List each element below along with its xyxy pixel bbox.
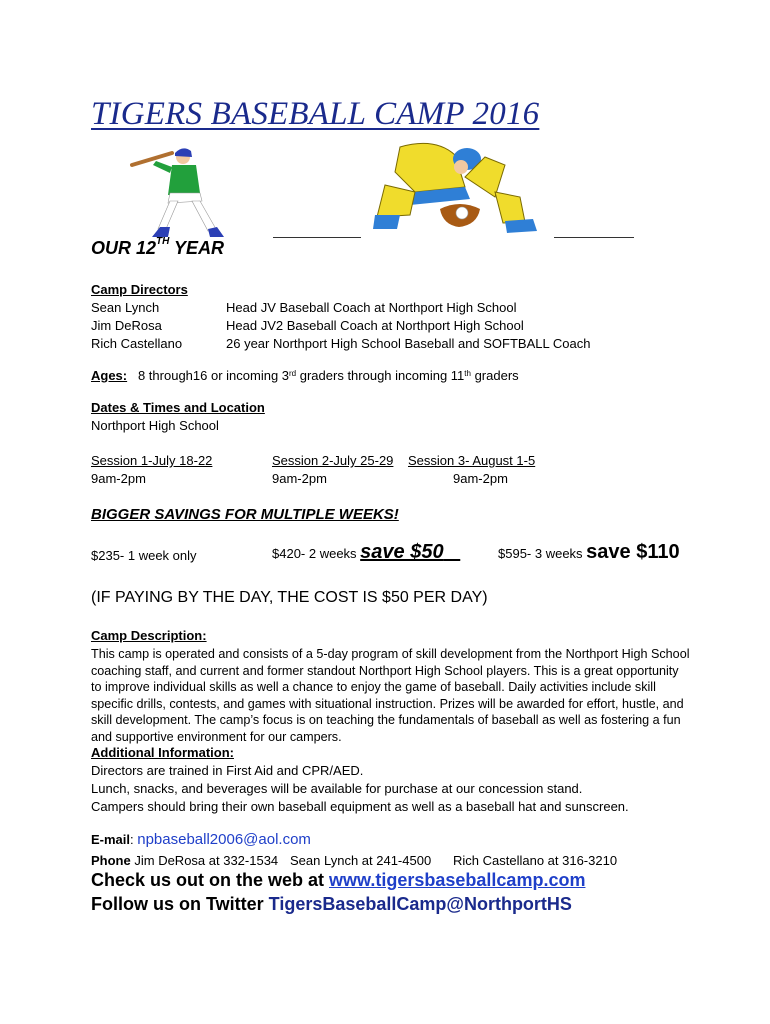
save-fifty-badge: save $50	[360, 541, 444, 563]
phone-line	[91, 852, 278, 870]
session-name: Session 2-July 25-29	[272, 453, 394, 468]
director-role: Head JV Baseball Coach at Northport High School	[226, 300, 517, 315]
dates-heading: Dates & Times and Location	[91, 400, 265, 415]
email-separator: :	[130, 832, 138, 847]
directors-heading: Camp Directors	[91, 282, 188, 297]
ages-text: graders through incoming 11	[296, 368, 465, 383]
ages-label: Ages:	[91, 368, 128, 383]
website-line	[91, 870, 585, 891]
session-time: 9am-2pm	[91, 471, 146, 486]
director-name: Rich Castellano	[91, 336, 183, 351]
director-role: Head JV2 Baseball Coach at Northport High School	[226, 318, 524, 333]
phone-label: Phone	[91, 853, 131, 868]
year-suffix: YEAR	[169, 238, 225, 258]
phone-entry: Sean Lynch at 241-4500	[290, 853, 432, 868]
session-time: 9am-2pm	[272, 471, 327, 486]
year-heading	[91, 238, 224, 259]
description-heading: Camp Description:	[91, 628, 207, 643]
price-three-weeks	[498, 541, 680, 564]
additional-line: Lunch, snacks, and beverages will be available for purchase at our concession stand.	[91, 781, 583, 796]
additional-line: Campers should bring their own baseball equipment as well as a baseball hat and sunscreen.	[91, 799, 629, 814]
email-line	[91, 831, 311, 849]
price-two-weeks	[272, 541, 460, 564]
session-name: Session 3- August 1-5	[408, 453, 536, 468]
price-three-weeks-label: $595- 3 weeks	[498, 546, 587, 561]
additional-heading: Additional Information:	[91, 745, 234, 760]
twitter-handle[interactable]: TigersBaseballCamp@NorthportHS	[268, 894, 572, 914]
twitter-text: Follow us on Twitter	[91, 894, 269, 914]
price-two-weeks-label: $420- 2 weeks	[272, 546, 361, 561]
phone-entry: Rich Castellano at 316-3210	[453, 853, 618, 868]
phone-entry: Jim DeRosa at 332-1534	[134, 853, 279, 868]
website-link[interactable]: www.tigersbaseballcamp.com	[329, 870, 586, 890]
ages-line	[91, 367, 519, 385]
ages-superscript: rd	[289, 369, 297, 378]
price-one-week: $235- 1 week only	[91, 548, 197, 563]
additional-info	[91, 744, 691, 816]
twitter-line	[91, 894, 572, 915]
savings-heading: BIGGER SAVINGS FOR MULTIPLE WEEKS!	[91, 506, 399, 523]
director-role: 26 year Northport High School Baseball and SOFTBALL Coach	[226, 336, 591, 351]
save-110-badge: save $110	[586, 541, 680, 563]
decorative-line	[554, 237, 634, 238]
session-time: 9am-2pm	[453, 471, 508, 486]
session-name: Session 1-July 18-22	[91, 453, 213, 468]
ages-superscript: th	[464, 369, 471, 378]
ages-text: 8 through16 or incoming 3	[137, 368, 290, 383]
description-body: This camp is operated and consists of a 5-day program of skill development from the Northport High School coaching staff, and current and former standout Northport High School players. This is a great opportunity to improve individual skills as well a chance to enjoy the game of baseball. Daily activities include skill specific drills, contests, and games with situational instruction. Prizes will be awarded for effort, hustle, and skill development. The camp’s focus is on teaching the fundamentals of baseball as well as fostering a fun and supportive environment for our campers.	[91, 647, 690, 744]
year-prefix: OUR 12	[91, 238, 157, 258]
fielder-illustration	[355, 137, 555, 237]
website-text: Check us out on the web at	[91, 870, 330, 890]
additional-line: Directors are trained in First Aid and CPR/AED.	[91, 763, 364, 778]
year-superscript: TH	[156, 236, 170, 247]
location: Northport High School	[91, 418, 219, 433]
email-link[interactable]: npbaseball2006@aol.com	[137, 831, 311, 848]
page-title: TIGERS BASEBALL CAMP 2016	[91, 96, 540, 132]
director-name: Jim DeRosa	[91, 318, 162, 333]
director-name: Sean Lynch	[91, 300, 160, 315]
batter-illustration	[120, 143, 240, 238]
per-day-note: (IF PAYING BY THE DAY, THE COST IS $50 PER DAY)	[91, 589, 488, 606]
email-label: E-mail	[91, 832, 131, 847]
decorative-line	[273, 237, 361, 238]
ages-text: graders	[470, 368, 519, 383]
